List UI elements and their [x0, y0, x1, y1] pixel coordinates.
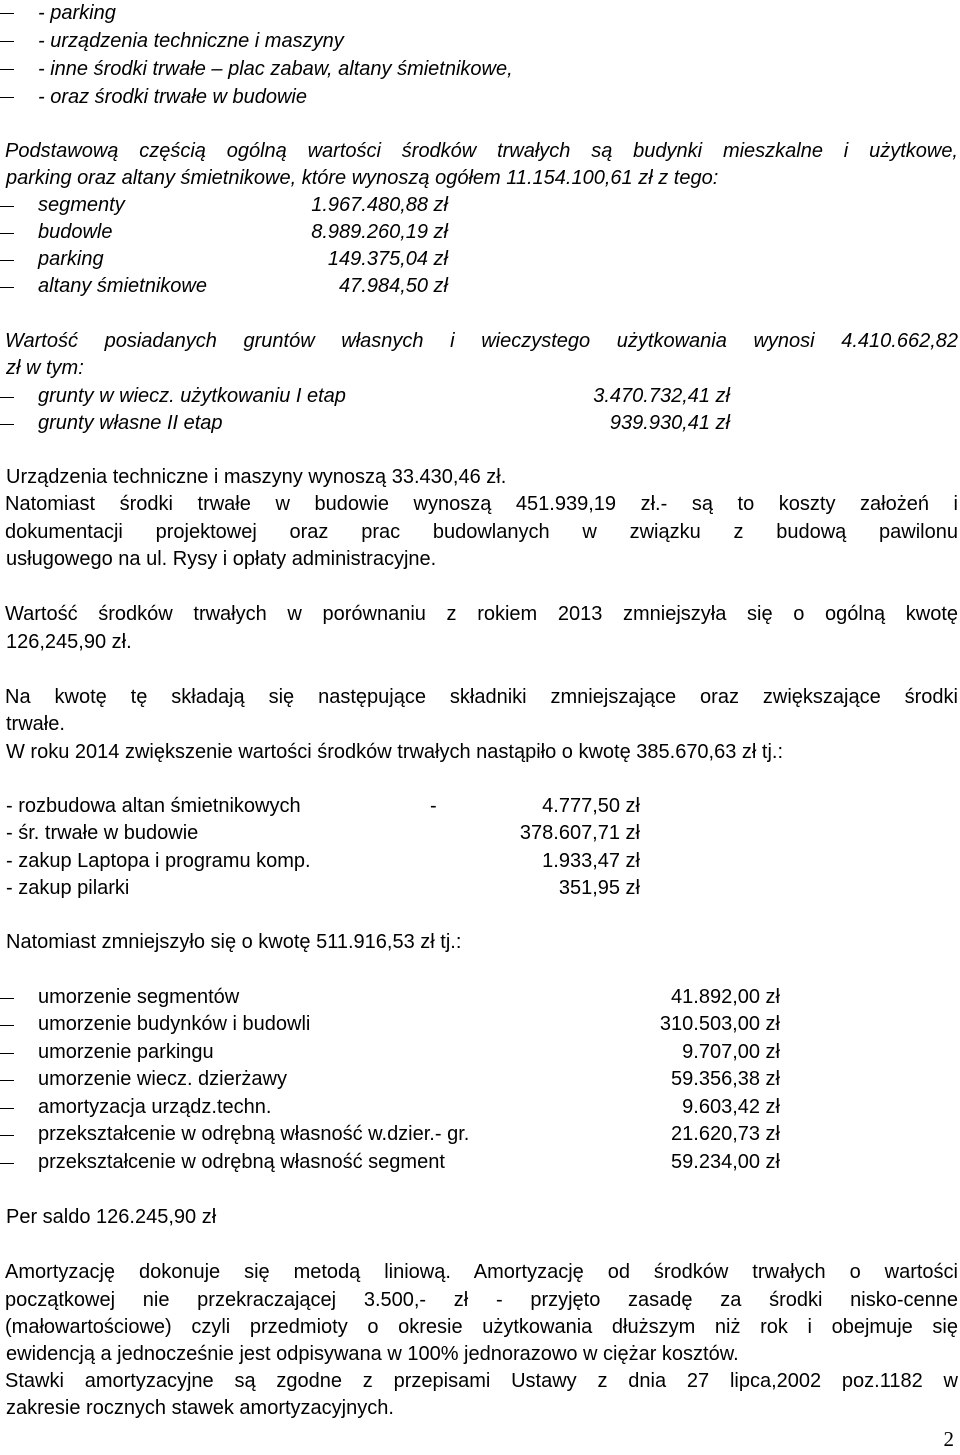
building-item-label: budowle: [38, 221, 113, 243]
decrease-item-value: 9.707,00 zł: [682, 1041, 780, 1063]
decrease-item-label: umorzenie parkingu: [38, 1041, 214, 1063]
decrease-heading: Natomiast zmniejszyło się o kwotę 511.916,53 zł tj.:: [6, 931, 462, 953]
building-item-label: parking: [38, 248, 104, 270]
per-saldo: Per saldo 126.245,90 zł: [6, 1206, 217, 1228]
depreciation-line: początkowej nie przekraczającej 3.500,- zł - przyjęto zasadę za środki nisko-cenne: [5, 1289, 958, 1311]
building-item-label: altany śmietnikowe: [38, 275, 207, 297]
components-line: trwałe.: [6, 713, 65, 735]
land-item-label: grunty w wiecz. użytkowaniu I etap: [38, 385, 346, 407]
decrease-item-value: 21.620,73 zł: [671, 1123, 780, 1145]
construction-line: usługowego na ul. Rysy i opłaty administracyjne.: [6, 548, 437, 570]
decrease-item-label: umorzenie budynków i budowli: [38, 1013, 311, 1035]
land-line: Wartość posiadanych gruntów własnych i wieczystego użytkowania wynosi 4.410.662,82: [5, 330, 958, 352]
decrease-item-value: 41.892,00 zł: [671, 986, 780, 1008]
list-dash: [0, 1163, 14, 1164]
building-item-value: 149.375,04 zł: [327, 248, 448, 270]
decrease-item-value: 59.234,00 zł: [671, 1151, 780, 1173]
list-dash: [0, 287, 14, 288]
increase-label: - śr. trwałe w budowie: [6, 822, 199, 844]
list-dash: [0, 1025, 14, 1026]
intro-item: - inne środki trwałe – plac zabaw, altany śmietnikowe,: [38, 58, 513, 80]
intro-item: - urządzenia techniczne i maszyny: [38, 30, 344, 52]
intro-item: - parking: [38, 2, 116, 24]
list-dash: [0, 1108, 14, 1109]
list-dash: [0, 397, 14, 398]
building-item-value: 1.967.480,88 zł: [311, 194, 448, 216]
list-dash: [0, 41, 14, 42]
depreciation-line: (małowartościowe) czyli przedmioty o okresie użytkowania dłuższym niż rok i obejmuje się: [5, 1316, 958, 1338]
increase-value: 351,95 zł: [558, 877, 640, 899]
depreciation-line: ewidencją a jednocześnie jest odpisywana w 100% jednorazowo w ciężar kosztów.: [6, 1343, 739, 1365]
decrease-line: 126,245,90 zł.: [6, 631, 132, 653]
land-item-value: 3.470.732,41 zł: [593, 385, 730, 407]
list-dash: [0, 998, 14, 999]
increase-sep: -: [430, 795, 437, 817]
buildings-line: parking oraz altany śmietnikowe, które wynoszą ogółem 11.154.100,61 zł z tego:: [6, 167, 719, 189]
list-dash: [0, 206, 14, 207]
decrease-item-value: 310.503,00 zł: [659, 1013, 780, 1035]
building-item-value: 8.989.260,19 zł: [311, 221, 448, 243]
machines-line: Urządzenia techniczne i maszyny wynoszą 33.430,46 zł.: [6, 466, 507, 488]
increase-label: - zakup pilarki: [6, 877, 130, 899]
depreciation-line: Amortyzację dokonuje się metodą liniową. Amortyzację od środków trwałych o wartości: [5, 1261, 958, 1283]
list-dash: [0, 13, 14, 14]
building-item-label: segmenty: [38, 194, 125, 216]
decrease-line: Wartość środków trwałych w porównaniu z rokiem 2013 zmniejszyła się o ogólną kwotę: [5, 603, 958, 625]
list-dash: [0, 424, 14, 425]
construction-line: Natomiast środki trwałe w budowie wynoszą 451.939,19 zł.- są to koszty założeń i: [5, 493, 958, 515]
list-dash: [0, 69, 14, 70]
list-dash: [0, 260, 14, 261]
land-item-value: 939.930,41 zł: [609, 412, 730, 434]
increase-label: - zakup Laptopa i programu komp.: [6, 850, 311, 872]
depreciation-line: zakresie rocznych stawek amortyzacyjnych.: [6, 1397, 394, 1419]
decrease-item-label: amortyzacja urządz.techn.: [38, 1096, 272, 1118]
list-dash: [0, 1135, 14, 1136]
components-line: W roku 2014 zwiększenie wartości środków trwałych nastąpiło o kwotę 385.670,63 zł tj.:: [6, 741, 784, 763]
decrease-item-value: 59.356,38 zł: [671, 1068, 780, 1090]
decrease-item-label: umorzenie segmentów: [38, 986, 240, 1008]
increase-value: 378.607,71 zł: [519, 822, 640, 844]
decrease-item-label: umorzenie wiecz. dzierżawy: [38, 1068, 287, 1090]
list-dash: [0, 1053, 14, 1054]
building-item-value: 47.984,50 zł: [339, 275, 448, 297]
buildings-line: Podstawową częścią ogólną wartości środków trwałych są budynki mieszkalne i użytkowe,: [5, 140, 958, 162]
land-line: zł w tym:: [6, 357, 84, 379]
decrease-item-label: przekształcenie w odrębną własność w.dzier.- gr.: [38, 1123, 470, 1145]
page-number: 2: [943, 1427, 954, 1451]
decrease-item-label: przekształcenie w odrębną własność segment: [38, 1151, 445, 1173]
land-item-label: grunty własne II etap: [38, 412, 223, 434]
list-dash: [0, 1080, 14, 1081]
increase-value: 4.777,50 zł: [542, 795, 640, 817]
increase-label: - rozbudowa altan śmietnikowych: [6, 795, 301, 817]
list-dash: [0, 97, 14, 98]
components-line: Na kwotę tę składają się następujące składniki zmniejszające oraz zwiększające środki: [5, 686, 958, 708]
intro-item: - oraz środki trwałe w budowie: [38, 86, 307, 108]
decrease-item-value: 9.603,42 zł: [682, 1096, 780, 1118]
list-dash: [0, 233, 14, 234]
construction-line: dokumentacji projektowej oraz prac budowlanych w związku z budową pawilonu: [5, 521, 958, 543]
depreciation-line: Stawki amortyzacyjne są zgodne z przepisami Ustawy z dnia 27 lipca,2002 poz.1182 w: [5, 1370, 958, 1392]
increase-value: 1.933,47 zł: [542, 850, 640, 872]
